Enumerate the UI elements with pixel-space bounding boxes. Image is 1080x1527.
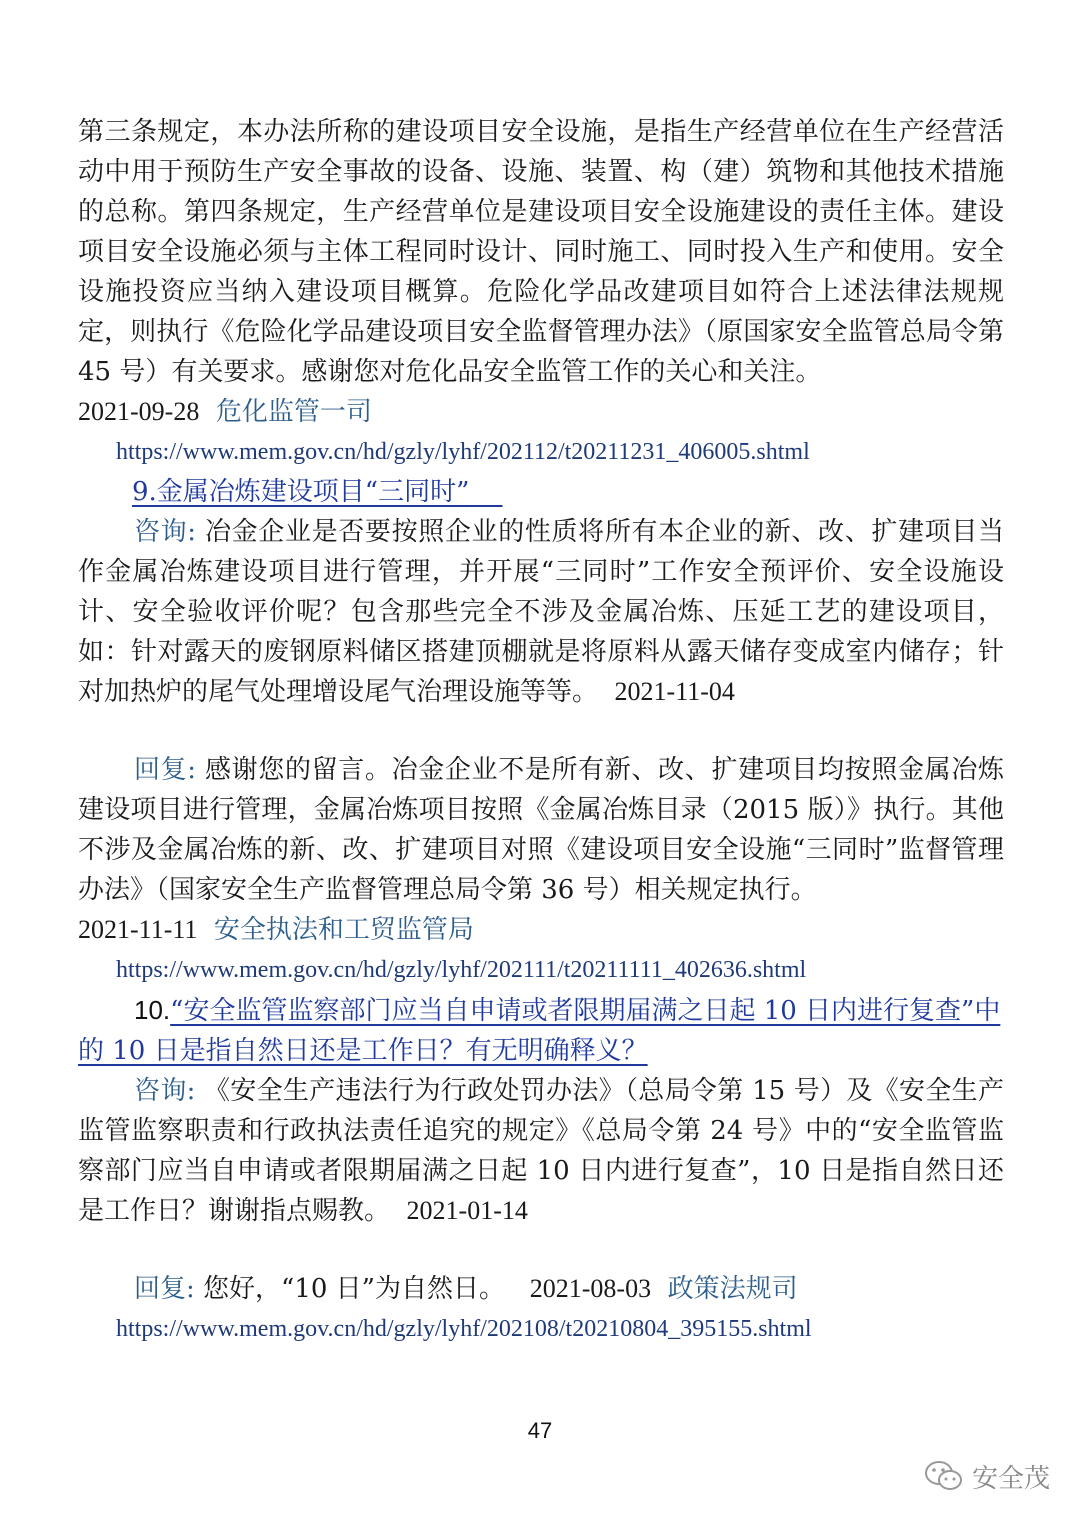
reply-signature (78, 392, 1004, 432)
question-paragraph (78, 1071, 1004, 1231)
heading-link[interactable]: 9.金属冶炼建设项目“三同时” (132, 477, 470, 507)
watermark-text: 安全茂 (971, 1464, 1050, 1494)
question-label: 咨询: (134, 517, 197, 547)
section-heading-9[interactable] (78, 472, 1004, 512)
answer-paragraph (78, 750, 1004, 910)
question-label: 咨询: (134, 1076, 196, 1106)
answer-text: 感谢您的留言。冶金企业不是所有新、改、扩建项目均按照金属冶炼建设项目进行管理，金属冶炼项目按照《金属冶炼目录（2015 版）》执行。其他不涉及金属冶炼的新、改、扩建项目对照《建设项目安全设施“三同时”监督管理办法》（国家安全生产监督管理总局令第 36 号）相关规定执行。 (78, 755, 1004, 905)
answer-paragraph (78, 1269, 1004, 1309)
question-text: 冶金企业是否要按照企业的性质将所有本企业的新、改、扩建项目当作金属冶炼建设项目进行管理，并开展“三同时”工作安全预评价、安全设施设计、安全验收评价呢？包含那些完全不涉及金属冶炼、压延工艺的建设项目，如：针对露天的废钢原料储区搭建顶棚就是将原料从露天储存变成室内储存；针对加热炉的尾气处理增设尾气治理设施等等。 (78, 517, 1004, 707)
reply-date: 2021-11-11 (78, 915, 198, 944)
heading-number: 10. (134, 995, 171, 1025)
department-name: 危化监管一司 (215, 397, 372, 427)
heading-link[interactable]: “安全监管监察部门应当自申请或者限期届满之日起 10 日内进行复查”中的 10 日是指自然日还是工作日？有无明确释义？ (78, 996, 1001, 1066)
department-name: 安全执法和工贸监管局 (213, 915, 474, 945)
department-name: 政策法规司 (667, 1274, 798, 1304)
question-date: 2021-01-14 (406, 1196, 528, 1225)
source-url[interactable]: https://www.mem.gov.cn/hd/gzly/lyhf/202112/t20211231_406005.shtml (116, 439, 810, 465)
reply-date: 2021-08-03 (529, 1274, 652, 1303)
watermark (924, 1458, 1050, 1495)
answer-label: 回复: (134, 1274, 195, 1304)
question-paragraph (78, 512, 1004, 712)
answer-text: 您好，“10 日”为自然日。 (203, 1274, 505, 1304)
section-heading-10[interactable] (78, 990, 1004, 1071)
question-text: 《安全生产违法行为行政处罚办法》（总局令第 15 号）及《安全生产监管监察职责和行政执法责任追究的规定》《总局令第 24 号》中的“安全监管监察部门应当自申请或者限期届满之日起 10 日内进行复查”，10 日是指自然日还是工作日？谢谢指点赐教。 (78, 1076, 1005, 1226)
wechat-icon (924, 1460, 964, 1494)
answer-label: 回复: (134, 755, 197, 785)
source-url[interactable]: https://www.mem.gov.cn/hd/gzly/lyhf/202108/t20210804_395155.shtml (116, 1316, 812, 1342)
question-date: 2021-11-04 (614, 677, 735, 706)
reply-date: 2021-09-28 (78, 397, 200, 426)
paragraph-regulation-text: 第三条规定，本办法所称的建设项目安全设施，是指生产经营单位在生产经营活动中用于预防生产安全事故的设备、设施、装置、构（建）筑物和其他技术措施的总称。第四条规定，生产经营单位是建设项目安全设施建设的责任主体。建设项目安全设施必须与主体工程同时设计、同时施工、同时投入生产和使用。安全设施投资应当纳入建设项目概算。危险化学品改建项目如符合上述法律法规规定，则执行《危险化学品建设项目安全监督管理办法》（原国家安全监管总局令第 45 号）有关要求。感谢您对危化品安全监管工作的关心和关注。 (78, 117, 1004, 387)
reply-signature (78, 910, 1004, 950)
document-body (78, 112, 1004, 1349)
source-url[interactable]: https://www.mem.gov.cn/hd/gzly/lyhf/202111/t20211111_402636.shtml (116, 957, 807, 983)
page-number: 47 (527, 1418, 553, 1443)
